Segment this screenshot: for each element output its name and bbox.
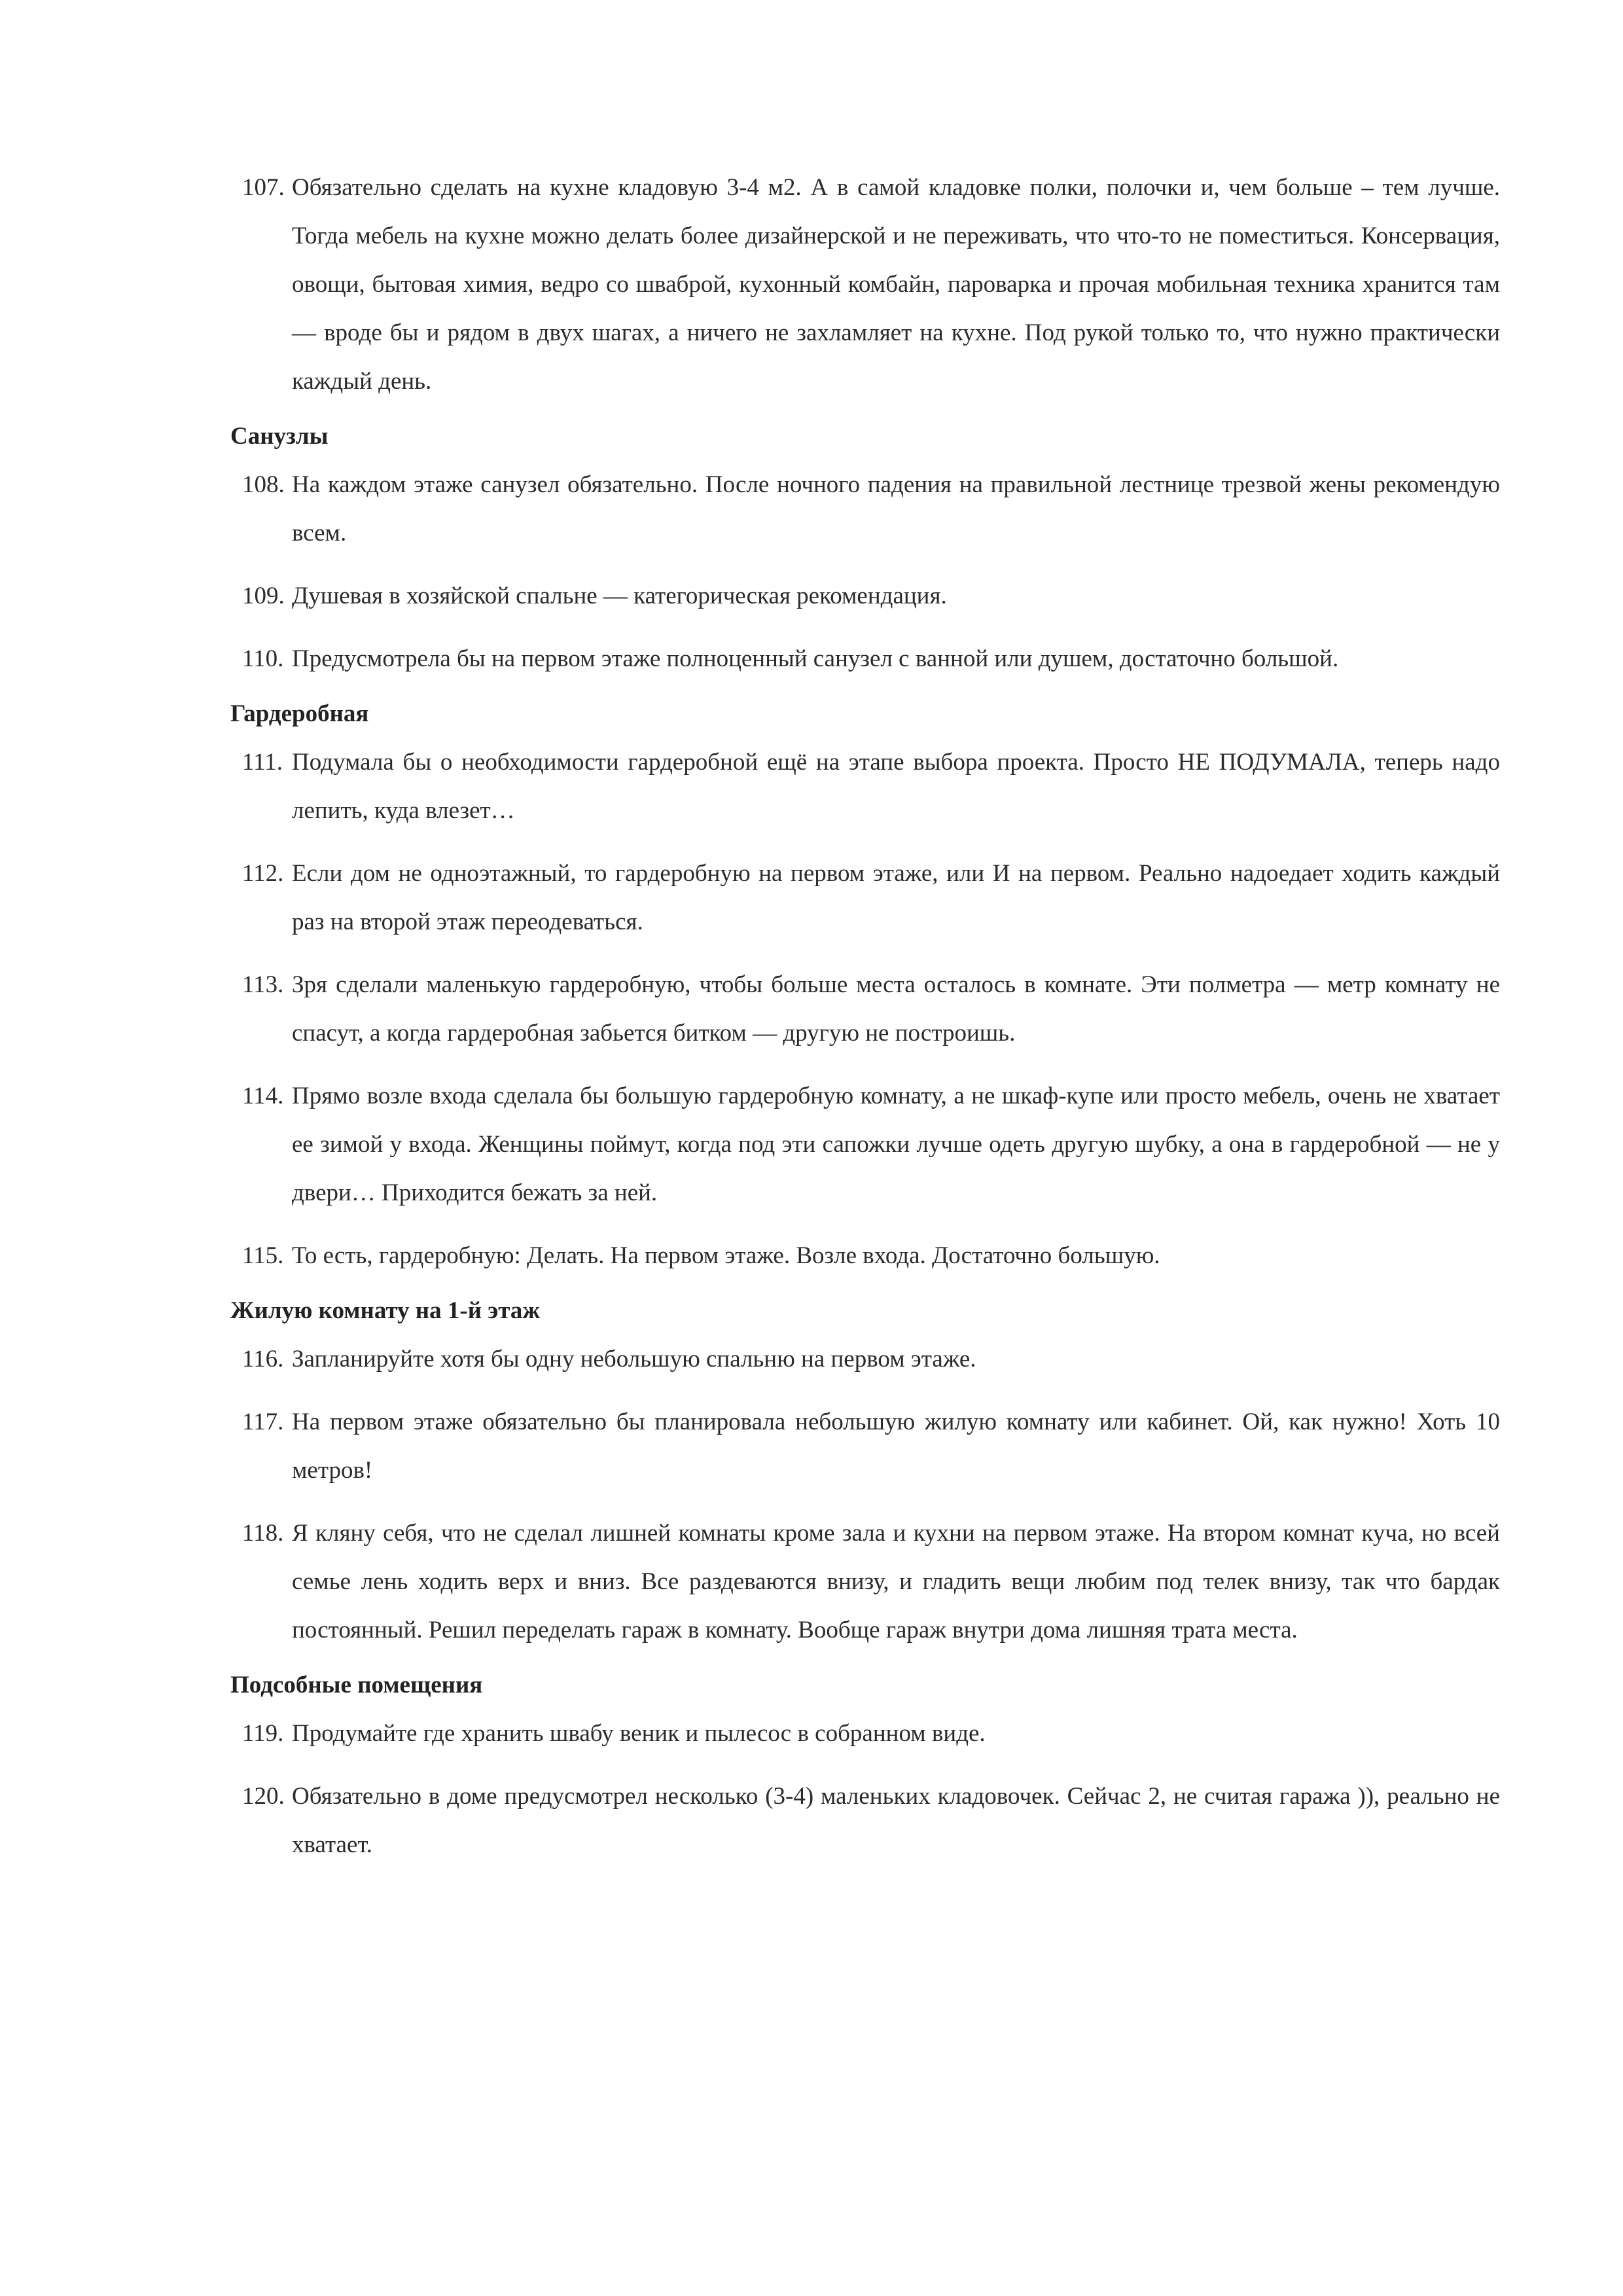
item-text: Душевая в хозяйской спальне — категорическая рекомендация. <box>292 583 947 609</box>
section-ground-floor-room <box>230 1295 1500 1655</box>
list-item <box>230 164 1500 406</box>
item-number: 118. <box>242 1520 284 1547</box>
list-item <box>230 1398 1500 1495</box>
list-item <box>230 1772 1500 1869</box>
item-text: Обязательно сделать на кухне кладовую 3-4 м2. А в самой кладовке полки, полочки и, чем больше – тем лучше. Тогда мебель на кухне можно делать более дизайнерской и не переживать, что что-то не поместиться. Консервация, овощи, бытовая химия, ведро со шваброй, кухонный комбайн, пароварка и прочая мобильная техника хранится там — вроде бы и рядом в двух шагах, а ничего не захламляет на кухне. Под рукой только то, что нужно практически каждый день. <box>292 174 1500 395</box>
item-number: 120. <box>242 1783 285 1810</box>
section-heading: Гардеробная <box>230 700 369 727</box>
section-bathrooms <box>230 420 1500 683</box>
item-text: Предусмотрела бы на первом этаже полноценный санузел с ванной или душем, достаточно большой. <box>292 645 1339 672</box>
list-item <box>230 738 1500 835</box>
item-number: 109. <box>242 583 285 609</box>
item-number: 107. <box>242 174 285 201</box>
item-number: 114. <box>242 1083 284 1109</box>
item-text: Обязательно в доме предусмотрел несколько (3-4) маленьких кладовочек. Сейчас 2, не считая гаража )), реально не хватает. <box>292 1783 1500 1858</box>
item-number: 116. <box>242 1346 284 1372</box>
item-number: 108. <box>242 471 285 498</box>
item-number: 110. <box>242 645 284 672</box>
item-text: Запланируйте хотя бы одну небольшую спальню на первом этаже. <box>292 1346 976 1372</box>
section-utility-rooms <box>230 1669 1500 1869</box>
item-text: Прямо возле входа сделала бы большую гардеробную комнату, а не шкаф-купе или просто мебель, очень не хватает ее зимой у входа. Женщины поймут, когда под эти сапожки лучше одеть другую шубку, а она в гардеробной — не у двери… Приходится бежать за ней. <box>292 1083 1500 1206</box>
list-item <box>230 461 1500 558</box>
list-item <box>230 635 1500 683</box>
section-kitchen-storage <box>230 164 1500 406</box>
item-number: 119. <box>242 1720 284 1747</box>
item-text: Я кляну себя, что не сделал лишней комнаты кроме зала и кухни на первом этаже. На втором комнат куча, но всей семье лень ходить верх и вниз. Все раздеваются внизу, и гладить вещи любим под телек внизу, так что бардак постоянный. Решил переделать гараж в комнату. Вообще гараж внутри дома лишняя трата места. <box>292 1520 1500 1643</box>
list-item <box>230 1509 1500 1655</box>
list-item <box>230 1335 1500 1384</box>
item-text: Продумайте где хранить швабу веник и пылесос в собранном виде. <box>292 1720 986 1747</box>
section-heading: Жилую комнату на 1-й этаж <box>230 1297 541 1324</box>
item-text: Если дом не одноэтажный, то гардеробную на первом этаже, или И на первом. Реально надоедает ходить каждый раз на второй этаж переодеваться. <box>292 860 1500 935</box>
list-item <box>230 850 1500 946</box>
item-number: 113. <box>242 971 284 998</box>
section-wardrobe <box>230 698 1500 1280</box>
item-text: Зря сделали маленькую гардеробную, чтобы больше места осталось в комнате. Эти полметра — метр комнату не спасут, а когда гардеробная забьется битком — другую не построишь. <box>292 971 1500 1047</box>
list-item <box>230 1072 1500 1217</box>
list-item <box>230 1710 1500 1758</box>
item-text: На первом этаже обязательно бы планировала небольшую жилую комнату или кабинет. Ой, как нужно! Хоть 10 метров! <box>292 1408 1500 1484</box>
section-heading: Подсобные помещения <box>230 1672 483 1698</box>
item-number: 111. <box>242 749 283 776</box>
list-item <box>230 1232 1500 1280</box>
item-text: Подумала бы о необходимости гардеробной ещё на этапе выбора проекта. Просто НЕ ПОДУМАЛА, теперь надо лепить, куда влезет… <box>292 749 1500 824</box>
item-text: На каждом этаже санузел обязательно. После ночного падения на правильной лестнице трезвой жены рекомендую всем. <box>292 471 1500 547</box>
item-number: 115. <box>242 1242 284 1269</box>
item-text: То есть, гардеробную: Делать. На первом этаже. Возле входа. Достаточно большую. <box>292 1242 1160 1269</box>
item-number: 112. <box>242 860 284 887</box>
document-content <box>230 164 1500 1884</box>
item-number: 117. <box>242 1408 284 1435</box>
list-item <box>230 572 1500 620</box>
section-heading: Санузлы <box>230 423 329 450</box>
list-item <box>230 961 1500 1058</box>
